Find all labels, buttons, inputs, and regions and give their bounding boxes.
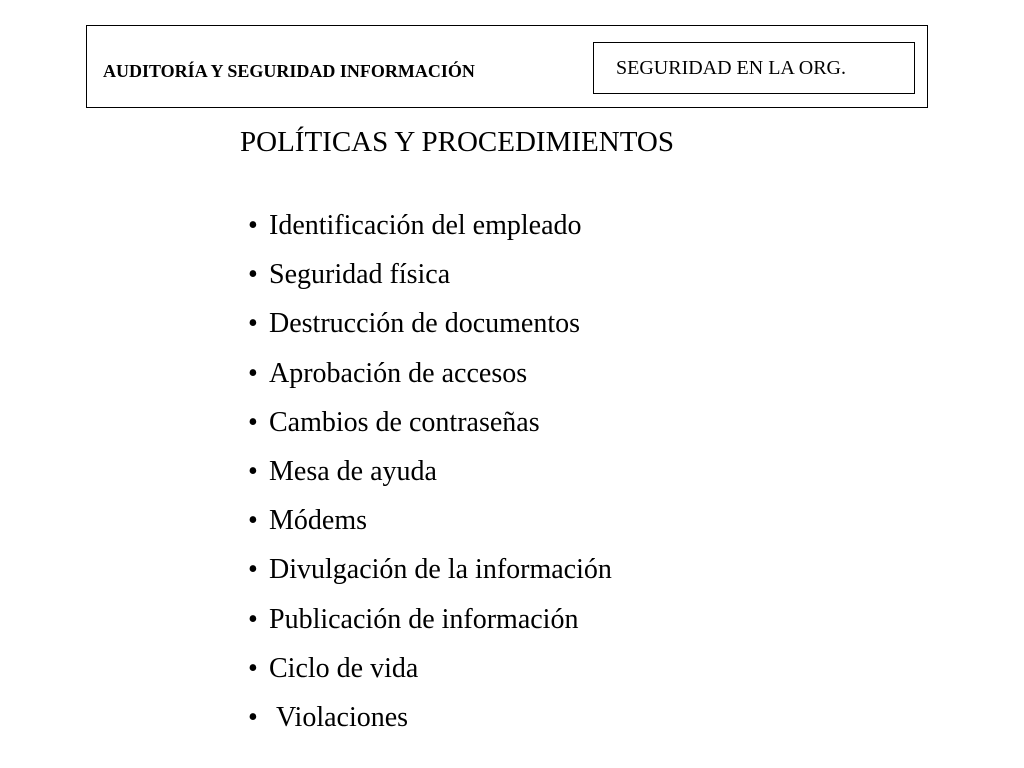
list-item — [248, 401, 612, 450]
header-box — [86, 25, 928, 108]
item-label: Módems — [269, 505, 367, 537]
item-label: Cambios de contraseñas — [269, 406, 540, 438]
list-item — [248, 253, 612, 302]
item-label: Mesa de ayuda — [269, 455, 437, 487]
item-label: Divulgación de la información — [269, 554, 612, 586]
slide-title: POLÍTICAS Y PROCEDIMIENTOS — [240, 126, 674, 158]
item-label: Destrucción de documentos — [269, 308, 581, 340]
item-label: Violaciones — [276, 701, 409, 733]
bullet-icon: • — [248, 406, 258, 438]
list-item — [248, 548, 612, 597]
list-item — [248, 499, 612, 548]
item-label: Seguridad física — [269, 259, 451, 291]
bullet-icon: • — [248, 603, 258, 635]
bullet-icon: • — [248, 308, 258, 340]
bullet-icon: • — [248, 210, 258, 241]
bullet-icon: • — [248, 554, 258, 586]
bullet-icon: • — [248, 701, 258, 733]
topic-list — [248, 204, 612, 745]
bullet-icon: • — [248, 455, 258, 487]
item-label: Publicación de información — [269, 603, 579, 635]
item-label: Aprobación de accesos — [269, 357, 528, 389]
item-label: Identificación del empleado — [269, 210, 582, 241]
list-item — [248, 204, 612, 253]
bullet-icon: • — [248, 357, 258, 389]
course-title: AUDITORÍA Y SEGURIDAD INFORMACIÓN — [103, 61, 475, 81]
list-item — [248, 647, 612, 696]
bullet-icon: • — [248, 505, 258, 537]
list-item — [248, 450, 612, 499]
item-label: Ciclo de vida — [269, 652, 419, 684]
list-item — [248, 302, 612, 351]
list-item — [248, 598, 612, 647]
bullet-icon: • — [248, 652, 258, 684]
bullet-icon: • — [248, 259, 258, 291]
section-label: SEGURIDAD EN LA ORG. — [593, 42, 915, 94]
list-item — [248, 696, 612, 745]
list-item — [248, 352, 612, 401]
